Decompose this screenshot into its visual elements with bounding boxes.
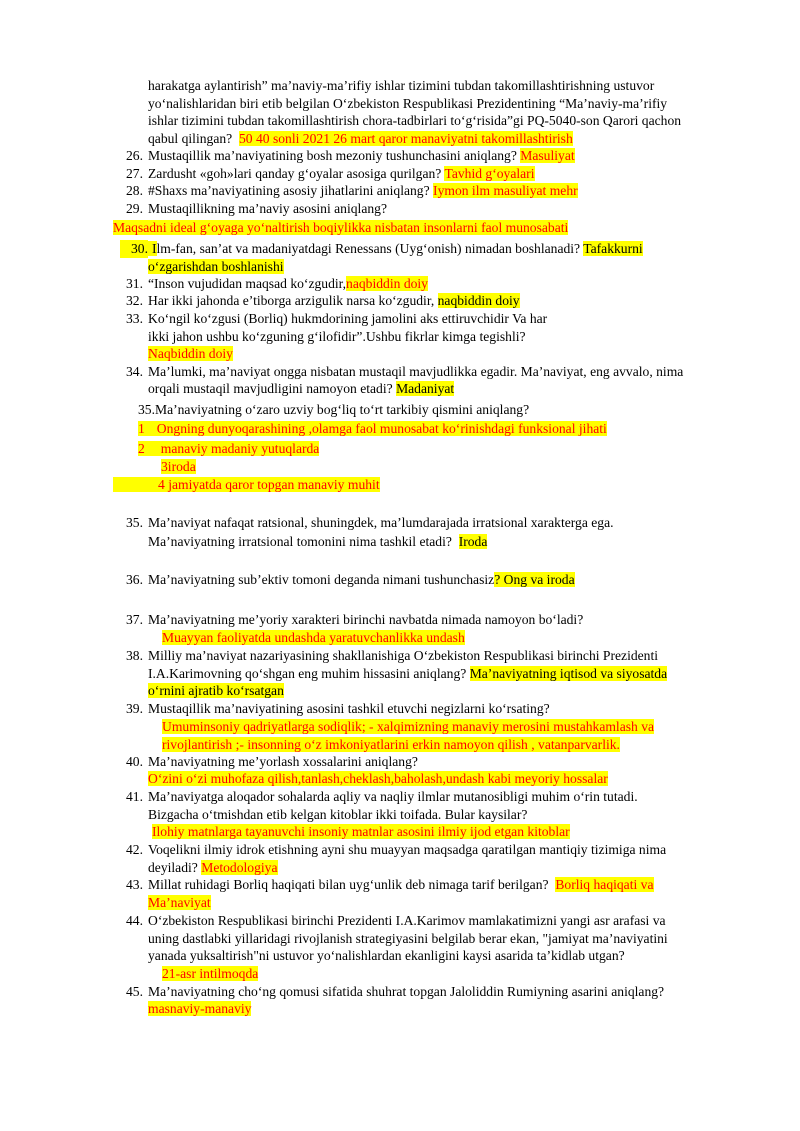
question-text: Mustaqillik ma’naviyatining asosini tashkil etuvchi negizlarni ko‘rsating?: [148, 701, 550, 716]
question-number: 35.: [126, 515, 143, 530]
answer-highlight: Ongning dunyoqarashining ,olamga faol munosabat ko‘rinishdagi funksional jihati: [145, 421, 607, 436]
question-35-cont: [148, 533, 487, 551]
question-28: [120, 182, 578, 200]
question-number: 34.: [126, 364, 143, 379]
question-35: [120, 514, 614, 532]
question-text: Ma’naviyatga aloqador sohalarda aqliy va naqliy ilmlar mutanosibligi muhim o‘rin tutadi.: [148, 789, 638, 804]
answer-highlight: naqbiddin doiy: [346, 276, 428, 291]
list-number: 2: [138, 441, 145, 456]
answer-highlight: Iroda: [458, 534, 488, 549]
question-40-answer: [148, 770, 608, 788]
question-text: O‘zbekiston Respublikasi birinchi Prezidenti I.A.Karimov mamlakatimizni yangi asr arafasi va: [148, 913, 666, 928]
answer-highlight: Ma’naviyat: [148, 895, 211, 910]
question-number: 43.: [126, 877, 143, 892]
answer-highlight: Iymon ilm masuliyat mehr: [433, 183, 578, 198]
question-37-answer: [162, 629, 465, 647]
answer-highlight: Maqsadni ideal g‘oyaga yo‘naltirish boqiylikka nisbatan insonlarni faol munosabati: [113, 220, 569, 235]
question-number: 29.: [126, 201, 143, 216]
question-text: Voqelikni ilmiy idrok etishning ayni shu muayyan maqsadga qaratilgan mantiqiy tizimiga nima: [148, 842, 667, 857]
question-text: Ma’naviyatning irratsional tomonini nima tashkil etadi?: [148, 534, 452, 549]
question-number: 36.: [126, 572, 143, 587]
question-41-cont: Bizgacha o‘tmishdan etib kelgan kitoblar ikki toifada. Bular kaysilar?: [148, 807, 528, 822]
question-34-cont: [148, 380, 454, 398]
question-text: “Inson vujudidan maqsad ko‘zgudir,: [148, 276, 347, 291]
question-44-answer: [162, 965, 258, 983]
question-number: 26.: [126, 148, 143, 163]
answer-highlight: Tavhid g‘oyalari: [444, 166, 535, 181]
question-number: 38.: [126, 648, 143, 663]
intro-line-1: harakatga aylantirish” ma’naviy-ma’rifiy ishlar tizimini tubdan takomillashtirishning ustuvor: [148, 78, 655, 93]
answer-highlight: o‘rnini ajratib ko‘rsatgan: [148, 683, 284, 698]
answer-highlight: Masuliyat: [520, 148, 575, 163]
question-40: [120, 753, 418, 771]
question-32: [120, 292, 520, 310]
question-number: 31.: [126, 276, 143, 291]
question-text: lm-fan, san’at va madaniyatdagi Renessans (Uyg‘onish) nimadan boshlanadi?: [156, 241, 581, 256]
question-number: 42.: [126, 842, 143, 857]
list-number: 1: [138, 421, 145, 436]
question-text: Ma’naviyat nafaqat ratsional, shuningdek, ma’lumdarajada irratsional xarakterga ega.: [148, 515, 614, 530]
question-text: Har ikki jahonda e’tiborga arzigulik narsa ko‘zgudir,: [148, 293, 435, 308]
question-41-answer: [152, 823, 570, 841]
question-39-answer: [162, 718, 654, 736]
question-30-answer-cont: [148, 258, 284, 276]
answer-highlight: 3iroda: [161, 459, 196, 474]
answer-highlight: 4 jamiyatda qaror topgan manaviy muhit: [113, 477, 380, 492]
question-text: Ko‘ngil ko‘zgusi (Borliq) hukmdorining jamolini aks ettiruvchidir Va har: [148, 311, 548, 326]
question-text: Zardusht «goh»lari qanday g‘oyalar asosiga qurilgan?: [148, 166, 442, 181]
question-number: 37.: [126, 612, 143, 627]
question-45: [120, 983, 664, 1001]
answer-highlight: manaviy madaniy yutuqlarda: [145, 441, 320, 456]
question-42: [120, 841, 666, 859]
answer-highlight: Naqbiddin doiy: [148, 346, 233, 361]
answer-highlight: o‘zgarishdan boshlanishi: [148, 259, 284, 274]
question-44: [120, 912, 666, 930]
answer-highlight: Metodologiya: [201, 860, 278, 875]
question-43-answer-cont: [148, 894, 211, 912]
question-text: Millat ruhidagi Borliq haqiqati bilan uyg‘unlik deb nimaga tarif berilgan?: [148, 877, 549, 892]
list-item-3: [161, 458, 196, 476]
question-number: 33.: [126, 311, 143, 326]
question-text: Ma’naviyatning me’yorlash xossalarini aniqlang?: [148, 754, 418, 769]
question-30: [120, 240, 643, 258]
question-31: [120, 275, 428, 293]
question-42-cont: [148, 859, 278, 877]
question-38-cont: [148, 665, 667, 683]
question-text: I.A.Karimovning qo‘shgan eng muhim hissasini aniqlang?: [148, 666, 467, 681]
intro-line-4: [148, 130, 573, 148]
question-number: 28.: [126, 183, 143, 198]
question-number: 39.: [126, 701, 143, 716]
answer-highlight: naqbiddin doiy: [437, 293, 520, 308]
list-item-2: [138, 440, 319, 458]
answer-highlight: Umuminsoniy qadriyatlarga sodiqlik; - xalqimizning manaviy merosini mustahkamlash va: [162, 719, 655, 734]
answer-highlight: Madaniyat: [396, 381, 455, 396]
question-text: #Shaxs ma’naviyatining asosiy jihatlarini aniqlang?: [148, 183, 430, 198]
question-26: [120, 147, 575, 165]
question-text: Ma’lumki, ma’naviyat ongga nisbatan mustaqil mavjudlikka egadir. Ma’naviyat, eng avvalo, nima: [148, 364, 684, 379]
question-33: [120, 310, 547, 328]
answer-highlight: masnaviy-manaviy: [148, 1001, 252, 1016]
question-34: [120, 363, 683, 381]
intro-answer: 50 40 sonli 2021 26 mart qaror manaviyatni takomillashtirish: [238, 131, 573, 146]
intro-question-end: qabul qilingan?: [148, 131, 233, 146]
question-36: [120, 571, 575, 589]
question-39-answer-cont: [162, 736, 620, 754]
question-number: 45.: [126, 984, 143, 999]
question-33-cont: ikki jahon ushbu ko‘zguning g‘ilofidir”.Ushbu fikrlar kimga tegishli?: [148, 329, 526, 344]
question-38: [120, 647, 658, 665]
question-35-list-heading: 35.Ma’naviyatning o‘zaro uzviy bog‘liq to‘rt tarkibiy qismini aniqlang?: [138, 402, 530, 417]
question-44-cont-1: uning dastlabki yillaridagi rivojlanish strategiyasini belgilab berar ekan, "jamiyat ma’naviyatini: [148, 931, 668, 946]
question-44-cont-2: yanada yuksaltirish"ni ustuvor yo‘nalishlardan ekanligini kaysi asarida ta’kidlab utgan?: [148, 948, 625, 963]
answer-highlight: Muayyan faoliyatda undashda yaratuvchanlikka undash: [162, 630, 465, 645]
question-39: [120, 700, 550, 718]
question-number: 40.: [126, 754, 143, 769]
question-text: Ma’naviyatning cho‘ng qomusi sifatida shuhrat topgan Jaloliddin Rumiyning asarini aniqlang?: [148, 984, 665, 999]
question-first-letter: I: [148, 241, 157, 256]
answer-highlight: Tafakkurni: [583, 241, 643, 256]
question-29-answer: [113, 219, 568, 237]
question-33-answer: [148, 345, 233, 363]
question-43: [120, 876, 654, 894]
list-item-4: [113, 476, 380, 494]
list-item-1: [138, 420, 607, 438]
answer-highlight: Ma’naviyatning iqtisod va siyosatda: [469, 666, 668, 681]
question-29: [120, 200, 387, 218]
answer-highlight: ? Ong va iroda: [494, 572, 575, 587]
answer-highlight: Ilohiy matnlarga tayanuvchi insoniy matnlar asosini ilmiy ijod etgan kitoblar: [152, 824, 570, 839]
question-text: Mustaqillikning ma’naviy asosini aniqlang?: [148, 201, 387, 216]
question-text: Ma’naviyatning me’yoriy xarakteri birinchi navbatda nimada namoyon bo‘ladi?: [148, 612, 584, 627]
question-number: 30.: [120, 240, 148, 258]
question-number: 41.: [126, 789, 143, 804]
answer-highlight: O‘zini o‘zi muhofaza qilish,tanlash,cheklash,baholash,undash kabi meyoriy hossalar: [148, 771, 608, 786]
answer-highlight: Borliq haqiqati va: [555, 877, 654, 892]
answer-highlight: 21-asr intilmoqda: [162, 966, 259, 981]
question-27: [120, 165, 535, 183]
question-number: 27.: [126, 166, 143, 181]
question-38-answer-cont: [148, 682, 284, 700]
question-41: [120, 788, 638, 806]
question-text: orqali mustaqil mavjudligini namoyon etadi?: [148, 381, 393, 396]
intro-line-3: ishlar tizimini tubdan takomillashtirish chora-tadbirlari to‘g‘risida”gi PQ-5040-son Qarori qachon: [148, 113, 682, 128]
question-37: [120, 611, 583, 629]
question-text: Milliy ma’naviyat nazariyasining shakllanishiga O‘zbekiston Respublikasi birinchi Prezidenti: [148, 648, 659, 663]
question-text: deyiladi?: [148, 860, 198, 875]
answer-highlight: rivojlantirish ;- insonning o‘z imkoniyatlarini erkin namoyon qilish , vatanparvarlik.: [162, 737, 620, 752]
question-number: 32.: [126, 293, 143, 308]
intro-line-2: yo‘nalishlaridan biri etib belgilan O‘zbekiston Respublikasi Prezidentining “Ma’naviy-ma’rifiy: [148, 96, 668, 111]
question-number: 44.: [126, 913, 143, 928]
question-text: Mustaqillik ma’naviyatining bosh mezoniy tushunchasini aniqlang?: [148, 148, 517, 163]
question-text: Ma’naviyatning sub’ektiv tomoni deganda nimani tushunchasiz: [148, 572, 495, 587]
question-45-answer: [148, 1000, 251, 1018]
